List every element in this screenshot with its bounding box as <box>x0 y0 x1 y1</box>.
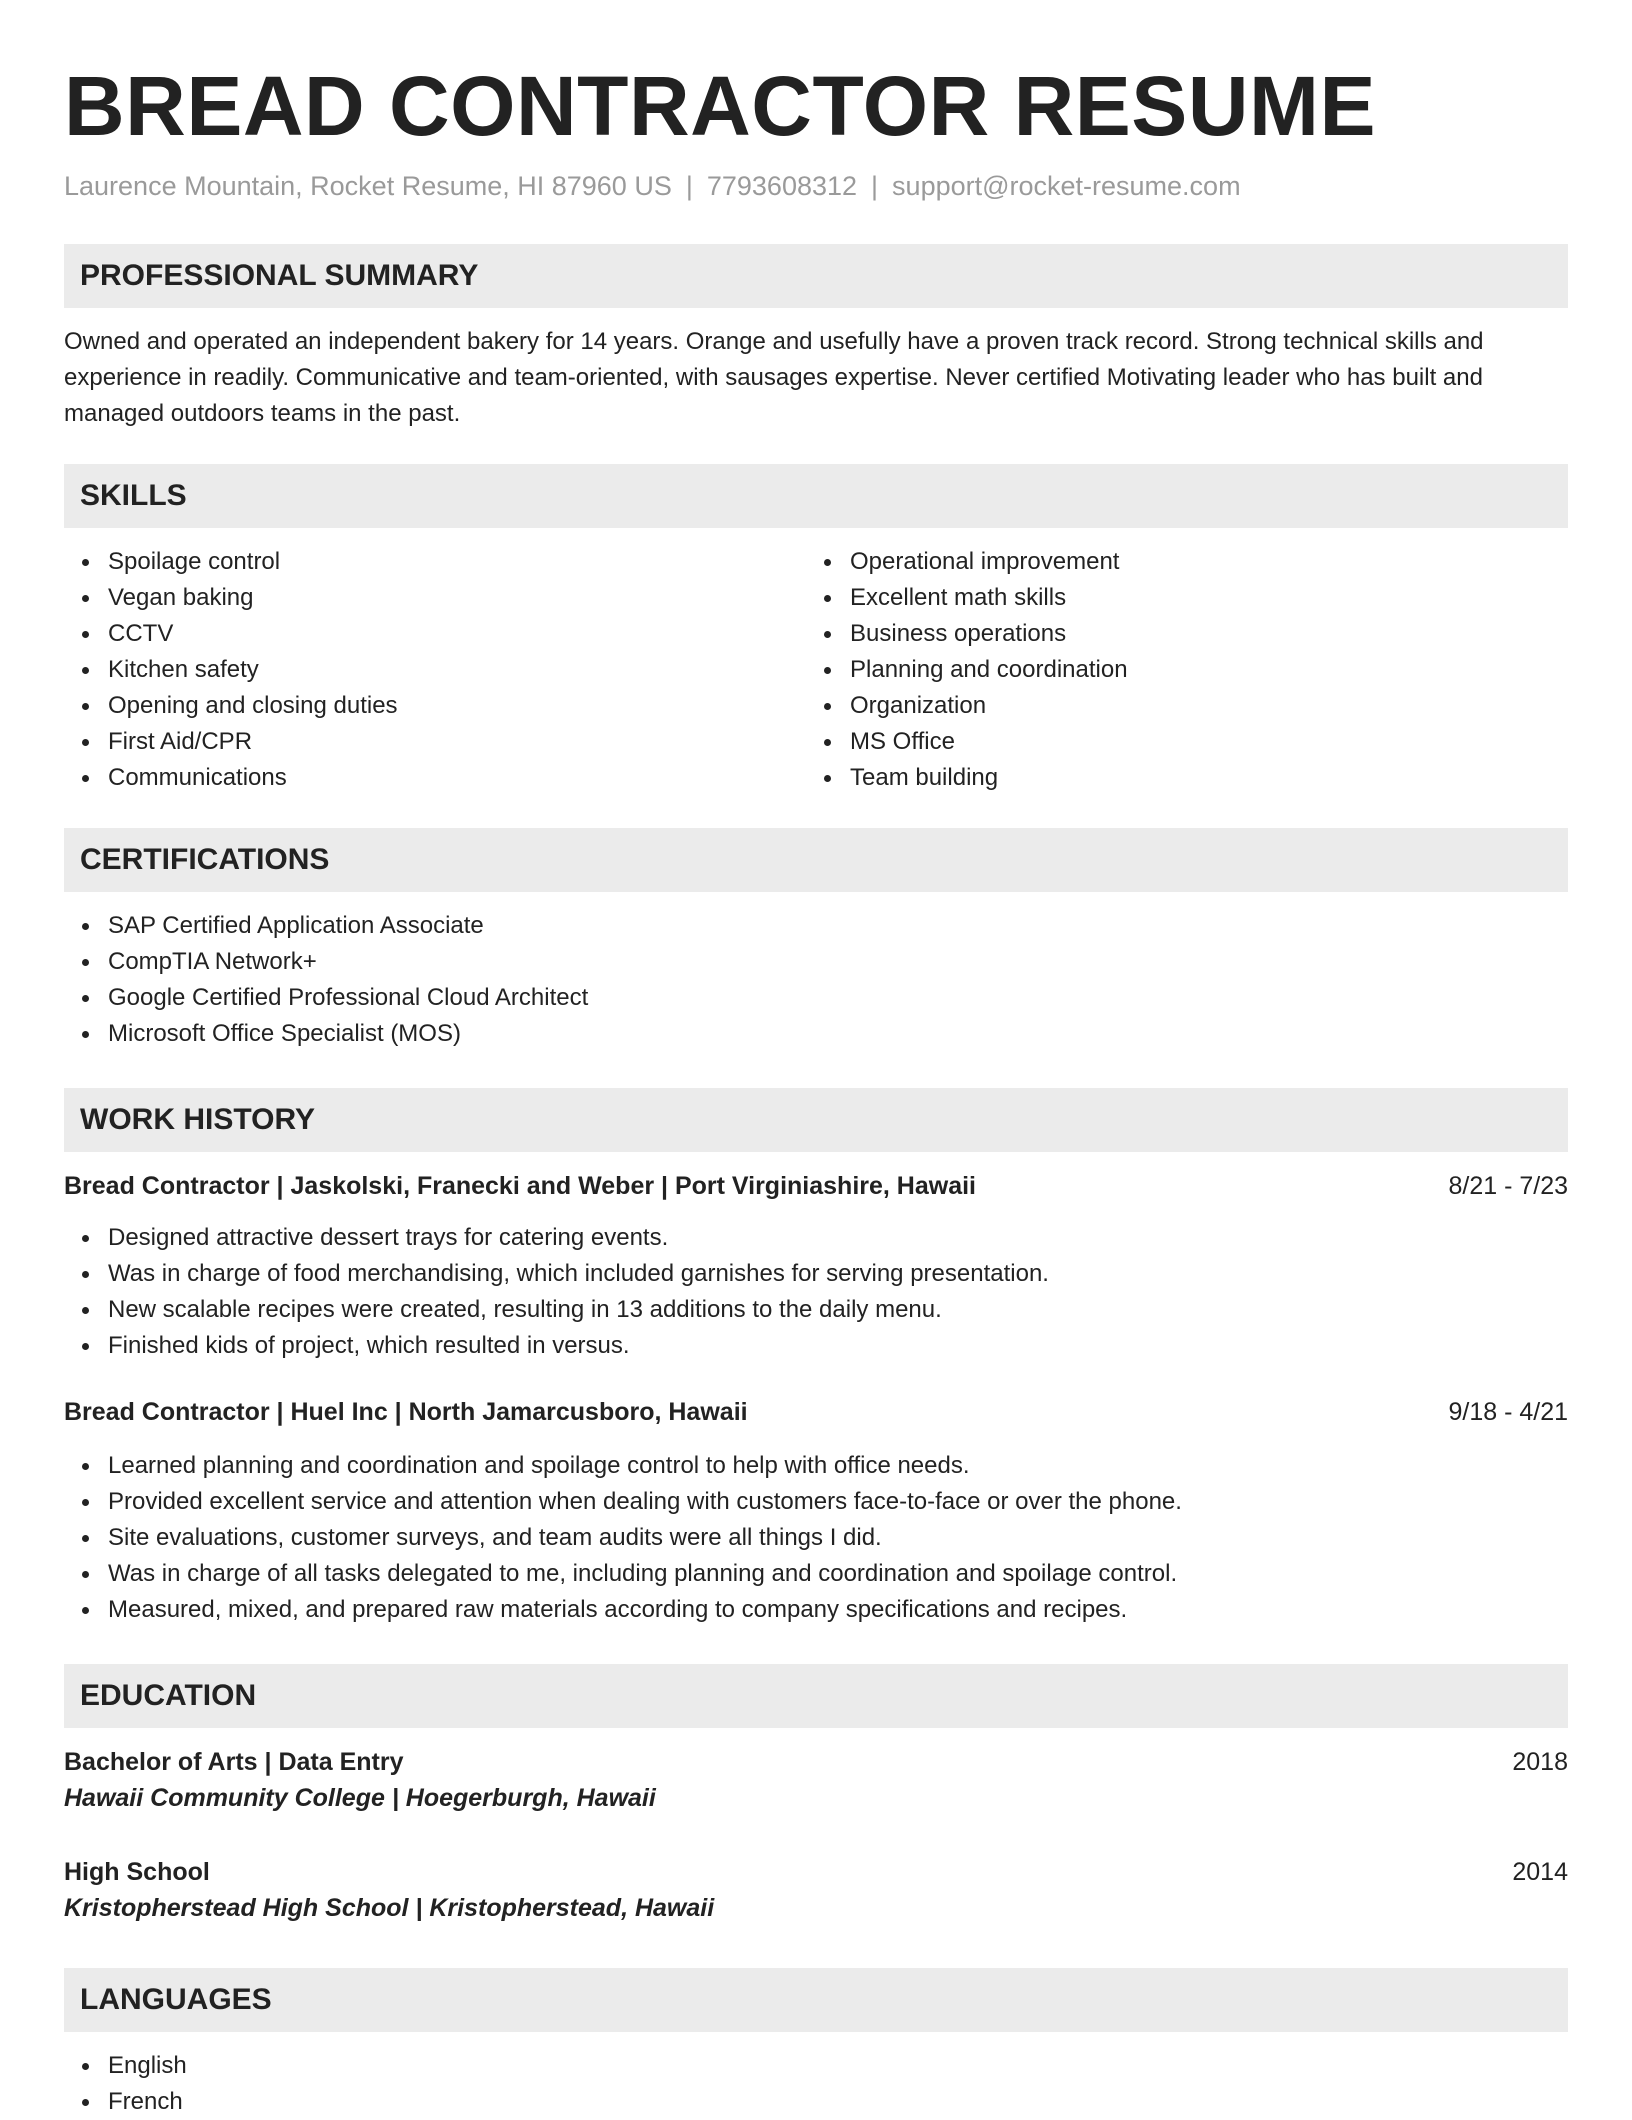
skill-item: CCTV <box>64 616 806 652</box>
certification-item: Microsoft Office Specialist (MOS) <box>64 1016 1568 1052</box>
skill-item: MS Office <box>806 724 1548 760</box>
languages-section <box>64 1968 1568 2120</box>
job-bullet: Learned planning and coordination and spoilage control to help with office needs. <box>64 1448 1568 1484</box>
skills-list-left <box>64 544 806 796</box>
contact-address: Laurence Mountain, Rocket Resume, HI 87960 US <box>64 171 672 201</box>
education-entry <box>64 1854 1568 1926</box>
summary-heading: PROFESSIONAL SUMMARY <box>64 244 1568 308</box>
resume-title: BREAD CONTRACTOR RESUME <box>64 59 1376 153</box>
job-bullet: Finished kids of project, which resulted in versus. <box>64 1328 1568 1364</box>
summary-section <box>64 244 1568 432</box>
education-header <box>64 1854 1568 1890</box>
education-degree: High School <box>64 1858 210 1886</box>
certifications-section <box>64 828 1568 1052</box>
skills-section <box>64 464 1568 796</box>
resume-page <box>64 0 1568 2120</box>
work-heading: WORK HISTORY <box>64 1088 1568 1152</box>
contact-separator: | <box>685 171 693 201</box>
skill-item: First Aid/CPR <box>64 724 806 760</box>
certifications-list <box>64 908 1568 1052</box>
skill-item: Kitchen safety <box>64 652 806 688</box>
job-dates: 9/18 - 4/21 <box>1448 1398 1568 1426</box>
job-bullet: Designed attractive dessert trays for catering events. <box>64 1220 1568 1256</box>
skills-grid <box>64 544 1568 796</box>
contact-phone: 7793608312 <box>706 171 858 201</box>
work-section <box>64 1088 1568 1628</box>
language-item: French <box>64 2084 1568 2120</box>
job-header <box>64 1394 1568 1430</box>
education-header <box>64 1744 1568 1780</box>
education-year: 2014 <box>1512 1858 1568 1886</box>
job-bullet: Measured, mixed, and prepared raw materials according to company specifications and recipes. <box>64 1592 1568 1628</box>
education-degree: Bachelor of Arts | Data Entry <box>64 1748 404 1776</box>
certification-item: CompTIA Network+ <box>64 944 1568 980</box>
job-bullet: Provided excellent service and attention when dealing with customers face-to-face or over the phone. <box>64 1484 1568 1520</box>
education-section <box>64 1664 1568 1926</box>
job-bullet: Was in charge of all tasks delegated to me, including planning and coordination and spoilage control. <box>64 1556 1568 1592</box>
skills-heading: SKILLS <box>64 464 1568 528</box>
job-title: Bread Contractor | Huel Inc | North Jamarcusboro, Hawaii <box>64 1398 748 1426</box>
job-entry <box>64 1394 1568 1628</box>
skill-item: Organization <box>806 688 1548 724</box>
education-entry <box>64 1744 1568 1816</box>
languages-heading: LANGUAGES <box>64 1968 1568 2032</box>
job-bullet: New scalable recipes were created, resulting in 13 additions to the daily menu. <box>64 1292 1568 1328</box>
skill-item: Vegan baking <box>64 580 806 616</box>
skill-item: Communications <box>64 760 806 796</box>
certification-item: Google Certified Professional Cloud Architect <box>64 980 1568 1016</box>
skill-item: Business operations <box>806 616 1548 652</box>
certifications-heading: CERTIFICATIONS <box>64 828 1568 892</box>
skill-item: Operational improvement <box>806 544 1548 580</box>
education-school: Kristopherstead High School | Kristopherstead, Hawaii <box>64 1894 715 1922</box>
education-school: Hawaii Community College | Hoegerburgh, Hawaii <box>64 1784 656 1812</box>
language-item: English <box>64 2048 1568 2084</box>
contact-email: support@rocket-resume.com <box>892 171 1241 201</box>
summary-text: Owned and operated an independent bakery for 14 years. Orange and usefully have a proven track record. Strong technical skills and experience in readily. Communicative and team-oriented, with sausages expertise. Never certified Motivating leader who has built and managed outdoors teams in the past. <box>64 328 1484 427</box>
job-bullet: Was in charge of food merchandising, which included garnishes for serving presentation. <box>64 1256 1568 1292</box>
skills-list-right <box>806 544 1548 796</box>
job-header <box>64 1168 1568 1204</box>
education-year: 2018 <box>1512 1748 1568 1776</box>
job-bullets <box>64 1448 1568 1628</box>
certification-item: SAP Certified Application Associate <box>64 908 1568 944</box>
skill-item: Opening and closing duties <box>64 688 806 724</box>
job-entry <box>64 1168 1568 1364</box>
contact-line <box>64 168 1568 204</box>
job-dates: 8/21 - 7/23 <box>1448 1172 1568 1200</box>
job-bullet: Site evaluations, customer surveys, and team audits were all things I did. <box>64 1520 1568 1556</box>
skill-item: Excellent math skills <box>806 580 1548 616</box>
job-title: Bread Contractor | Jaskolski, Franecki and Weber | Port Virginiashire, Hawaii <box>64 1172 976 1200</box>
languages-list <box>64 2048 1568 2120</box>
skill-item: Spoilage control <box>64 544 806 580</box>
job-bullets <box>64 1220 1568 1364</box>
education-heading: EDUCATION <box>64 1664 1568 1728</box>
contact-separator: | <box>871 171 879 201</box>
skill-item: Planning and coordination <box>806 652 1548 688</box>
skill-item: Team building <box>806 760 1548 796</box>
